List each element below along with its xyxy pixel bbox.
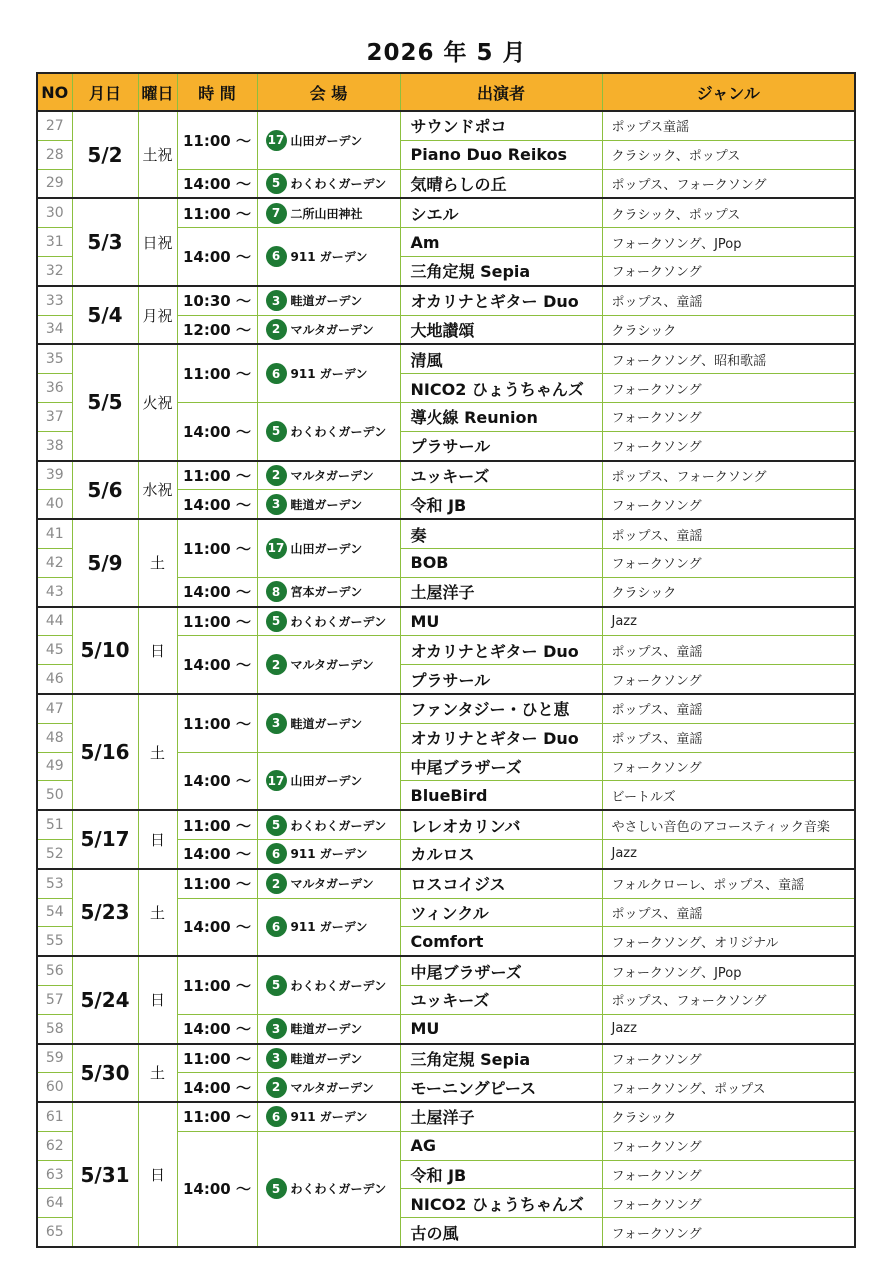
venue-number-icon: 8 <box>266 581 287 602</box>
venue-cell <box>257 1073 400 1102</box>
time-cell: 14:00 〜 <box>177 402 257 460</box>
performer-cell: NICO2 ひょうちゃんズ <box>400 1189 602 1218</box>
row-number: 29 <box>37 169 72 198</box>
venue-name: 畦道ガーデン <box>290 716 363 731</box>
performer-cell: MU <box>400 607 602 636</box>
venue-number-icon: 3 <box>266 290 287 311</box>
genre-cell: フォークソング <box>602 256 855 285</box>
venue-number-icon: 17 <box>266 130 287 151</box>
performer-cell: モーニングピース <box>400 1073 602 1102</box>
performer-cell: 導火線 Reunion <box>400 402 602 431</box>
venue-cell <box>257 286 400 315</box>
performer-cell: 大地讃頌 <box>400 315 602 344</box>
venue-name: わくわくガーデン <box>290 176 387 191</box>
venue-number-icon: 5 <box>266 815 287 836</box>
date-cell: 5/24 <box>72 956 138 1043</box>
row-number: 42 <box>37 548 72 577</box>
venue-number-icon: 3 <box>266 1048 287 1069</box>
venue-cell <box>257 898 400 956</box>
genre-cell: フォークソング、JPop <box>602 228 855 257</box>
time-cell: 12:00 〜 <box>177 315 257 344</box>
time-cell: 11:00 〜 <box>177 111 257 169</box>
venue-name: マルタガーデン <box>290 1080 374 1095</box>
row-number: 40 <box>37 490 72 519</box>
genre-cell: フォークソング <box>602 1160 855 1189</box>
genre-cell: ポップス、童謡 <box>602 636 855 665</box>
venue-cell <box>257 315 400 344</box>
performer-cell: オカリナとギター Duo <box>400 723 602 752</box>
genre-cell: フォークソング <box>602 1218 855 1247</box>
performer-cell: 中尾ブラザーズ <box>400 956 602 985</box>
genre-cell: フォークソング <box>602 1131 855 1160</box>
performer-cell: 中尾ブラザーズ <box>400 752 602 781</box>
row-number: 41 <box>37 519 72 548</box>
table-row <box>37 810 855 839</box>
header-performer: 出演者 <box>400 73 602 111</box>
venue-number-icon: 3 <box>266 713 287 734</box>
performer-cell: 土屋洋子 <box>400 577 602 606</box>
row-number: 35 <box>37 344 72 373</box>
table-row <box>37 111 855 140</box>
time-cell: 14:00 〜 <box>177 577 257 606</box>
weekday-cell: 日祝 <box>138 198 177 285</box>
row-number: 53 <box>37 869 72 898</box>
table-row <box>37 461 855 490</box>
venue-cell <box>257 461 400 490</box>
table-row <box>37 956 855 985</box>
genre-cell: ポップス、童謡 <box>602 694 855 723</box>
genre-cell: フォルクローレ、ポップス、童謡 <box>602 869 855 898</box>
row-number: 37 <box>37 402 72 431</box>
weekday-cell: 土祝 <box>138 111 177 198</box>
row-number: 46 <box>37 665 72 694</box>
venue-cell <box>257 956 400 1014</box>
time-cell: 14:00 〜 <box>177 636 257 694</box>
weekday-cell: 土 <box>138 1044 177 1103</box>
row-number: 62 <box>37 1131 72 1160</box>
venue-number-icon: 2 <box>266 465 287 486</box>
venue-name: 畦道ガーデン <box>290 497 363 512</box>
time-cell: 11:00 〜 <box>177 1044 257 1073</box>
row-number: 44 <box>37 607 72 636</box>
row-number: 55 <box>37 927 72 956</box>
genre-cell: ポップス、童謡 <box>602 519 855 548</box>
genre-cell: フォークソング <box>602 548 855 577</box>
genre-cell: フォークソング <box>602 1044 855 1073</box>
venue-number-icon: 3 <box>266 1018 287 1039</box>
genre-cell: フォークソング、ポップス <box>602 1073 855 1102</box>
venue-cell <box>257 1044 400 1073</box>
date-cell: 5/3 <box>72 198 138 285</box>
performer-cell: サウンドポコ <box>400 111 602 140</box>
table-row <box>37 286 855 315</box>
venue-cell <box>257 752 400 810</box>
venue-cell <box>257 636 400 694</box>
venue-name: 911 ガーデン <box>290 1110 368 1125</box>
performer-cell: レレオカリンバ <box>400 810 602 839</box>
weekday-cell: 日 <box>138 1102 177 1247</box>
header-row <box>37 73 855 111</box>
weekday-cell: 土 <box>138 519 177 606</box>
schedule-table <box>36 72 856 1248</box>
date-cell: 5/9 <box>72 519 138 606</box>
venue-name: 畦道ガーデン <box>290 1022 363 1037</box>
venue-cell <box>257 111 400 169</box>
weekday-cell: 日 <box>138 607 177 694</box>
performer-cell: ロスコイジス <box>400 869 602 898</box>
table-row <box>37 198 855 227</box>
genre-cell: フォークソング <box>602 1189 855 1218</box>
header-genre: ジャンル <box>602 73 855 111</box>
schedule-body <box>37 111 855 1247</box>
genre-cell: クラシック、ポップス <box>602 198 855 227</box>
row-number: 61 <box>37 1102 72 1131</box>
genre-cell: フォークソング <box>602 431 855 460</box>
venue-number-icon: 17 <box>266 538 287 559</box>
time-cell: 14:00 〜 <box>177 228 257 286</box>
venue-number-icon: 2 <box>266 319 287 340</box>
performer-cell: ツィンクル <box>400 898 602 927</box>
time-cell: 14:00 〜 <box>177 1131 257 1247</box>
genre-cell: ポップス、フォークソング <box>602 461 855 490</box>
row-number: 38 <box>37 431 72 460</box>
venue-number-icon: 6 <box>266 916 287 937</box>
venue-name: 911 ガーデン <box>290 367 368 382</box>
genre-cell: フォークソング、昭和歌謡 <box>602 344 855 373</box>
time-cell: 14:00 〜 <box>177 169 257 198</box>
row-number: 58 <box>37 1014 72 1043</box>
date-cell: 5/2 <box>72 111 138 198</box>
row-number: 56 <box>37 956 72 985</box>
performer-cell: オカリナとギター Duo <box>400 286 602 315</box>
weekday-cell: 水祝 <box>138 461 177 520</box>
row-number: 57 <box>37 985 72 1014</box>
header-venue: 会 場 <box>257 73 400 111</box>
row-number: 54 <box>37 898 72 927</box>
time-cell: 11:00 〜 <box>177 810 257 839</box>
performer-cell: ファンタジー・ひと恵 <box>400 694 602 723</box>
date-cell: 5/30 <box>72 1044 138 1103</box>
time-cell: 11:00 〜 <box>177 344 257 402</box>
time-cell: 11:00 〜 <box>177 607 257 636</box>
performer-cell: プラサール <box>400 431 602 460</box>
time-cell: 14:00 〜 <box>177 1014 257 1043</box>
weekday-cell: 月祝 <box>138 286 177 345</box>
row-number: 43 <box>37 577 72 606</box>
venue-number-icon: 3 <box>266 494 287 515</box>
genre-cell: フォークソング <box>602 374 855 403</box>
row-number: 48 <box>37 723 72 752</box>
genre-cell: クラシック <box>602 577 855 606</box>
performer-cell: NICO2 ひょうちゃんズ <box>400 374 602 403</box>
performer-cell: 三角定規 Sepia <box>400 1044 602 1073</box>
time-cell: 11:00 〜 <box>177 956 257 1014</box>
genre-cell: ポップス、童謡 <box>602 723 855 752</box>
date-cell: 5/5 <box>72 344 138 460</box>
performer-cell: ユッキーズ <box>400 461 602 490</box>
weekday-cell: 日 <box>138 810 177 869</box>
date-cell: 5/6 <box>72 461 138 520</box>
venue-name: 宮本ガーデン <box>290 585 363 600</box>
venue-cell <box>257 344 400 402</box>
table-row <box>37 607 855 636</box>
venue-name: マルタガーデン <box>290 658 374 673</box>
venue-name: わくわくガーデン <box>290 1182 387 1197</box>
row-number: 47 <box>37 694 72 723</box>
row-number: 60 <box>37 1073 72 1102</box>
performer-cell: 三角定規 Sepia <box>400 256 602 285</box>
genre-cell: フォークソング <box>602 402 855 431</box>
row-number: 32 <box>37 256 72 285</box>
time-cell: 11:00 〜 <box>177 869 257 898</box>
genre-cell: ポップス童謡 <box>602 111 855 140</box>
venue-name: マルタガーデン <box>290 468 374 483</box>
venue-cell <box>257 402 400 460</box>
row-number: 64 <box>37 1189 72 1218</box>
weekday-cell: 火祝 <box>138 344 177 460</box>
venue-name: 二所山田神社 <box>290 206 363 221</box>
genre-cell: クラシック、ポップス <box>602 140 855 169</box>
venue-number-icon: 5 <box>266 421 287 442</box>
venue-number-icon: 5 <box>266 173 287 194</box>
row-number: 27 <box>37 111 72 140</box>
performer-cell: MU <box>400 1014 602 1043</box>
row-number: 36 <box>37 374 72 403</box>
weekday-cell: 日 <box>138 956 177 1043</box>
venue-number-icon: 6 <box>266 363 287 384</box>
venue-cell <box>257 839 400 868</box>
venue-cell <box>257 577 400 606</box>
venue-cell <box>257 869 400 898</box>
venue-number-icon: 6 <box>266 246 287 267</box>
time-cell: 14:00 〜 <box>177 1073 257 1102</box>
table-row <box>37 694 855 723</box>
header-no: NO <box>37 73 72 111</box>
time-cell: 11:00 〜 <box>177 1102 257 1131</box>
venue-name: わくわくガーデン <box>290 978 387 993</box>
header-weekday: 曜日 <box>138 73 177 111</box>
venue-number-icon: 5 <box>266 611 287 632</box>
performer-cell: 奏 <box>400 519 602 548</box>
page-title: 2026 年 5 月 <box>366 40 527 66</box>
header-time: 時 間 <box>177 73 257 111</box>
genre-cell: クラシック <box>602 1102 855 1131</box>
venue-cell <box>257 198 400 227</box>
venue-cell <box>257 810 400 839</box>
performer-cell: シエル <box>400 198 602 227</box>
venue-cell <box>257 1102 400 1131</box>
genre-cell: フォークソング、JPop <box>602 956 855 985</box>
time-cell: 11:00 〜 <box>177 694 257 752</box>
venue-cell <box>257 490 400 519</box>
row-number: 59 <box>37 1044 72 1073</box>
time-cell: 11:00 〜 <box>177 198 257 227</box>
venue-name: 山田ガーデン <box>290 774 363 789</box>
performer-cell: Comfort <box>400 927 602 956</box>
row-number: 63 <box>37 1160 72 1189</box>
row-number: 28 <box>37 140 72 169</box>
venue-name: 畦道ガーデン <box>290 1051 363 1066</box>
row-number: 39 <box>37 461 72 490</box>
performer-cell: BlueBird <box>400 781 602 810</box>
date-cell: 5/23 <box>72 869 138 956</box>
time-cell: 14:00 〜 <box>177 752 257 810</box>
genre-cell: ポップス、童謡 <box>602 286 855 315</box>
row-number: 34 <box>37 315 72 344</box>
table-row <box>37 519 855 548</box>
genre-cell: フォークソング <box>602 490 855 519</box>
date-cell: 5/10 <box>72 607 138 694</box>
venue-number-icon: 2 <box>266 873 287 894</box>
row-number: 49 <box>37 752 72 781</box>
venue-cell <box>257 607 400 636</box>
performer-cell: カルロス <box>400 839 602 868</box>
venue-name: わくわくガーデン <box>290 614 387 629</box>
date-cell: 5/17 <box>72 810 138 869</box>
time-cell: 14:00 〜 <box>177 839 257 868</box>
genre-cell: ビートルズ <box>602 781 855 810</box>
venue-name: 911 ガーデン <box>290 847 368 862</box>
row-number: 45 <box>37 636 72 665</box>
genre-cell: Jazz <box>602 1014 855 1043</box>
performer-cell: Piano Duo Reikos <box>400 140 602 169</box>
performer-cell: Am <box>400 228 602 257</box>
row-number: 33 <box>37 286 72 315</box>
row-number: 31 <box>37 228 72 257</box>
venue-number-icon: 5 <box>266 975 287 996</box>
time-cell: 14:00 〜 <box>177 898 257 956</box>
genre-cell: ポップス、フォークソング <box>602 169 855 198</box>
genre-cell: フォークソング、オリジナル <box>602 927 855 956</box>
performer-cell: 令和 JB <box>400 1160 602 1189</box>
venue-number-icon: 6 <box>266 843 287 864</box>
genre-cell: Jazz <box>602 607 855 636</box>
time-cell: 14:00 〜 <box>177 490 257 519</box>
venue-name: 畦道ガーデン <box>290 294 363 309</box>
performer-cell: 気晴らしの丘 <box>400 169 602 198</box>
genre-cell: Jazz <box>602 839 855 868</box>
row-number: 30 <box>37 198 72 227</box>
table-row <box>37 1044 855 1073</box>
venue-number-icon: 5 <box>266 1178 287 1199</box>
row-number: 52 <box>37 839 72 868</box>
date-cell: 5/16 <box>72 694 138 810</box>
row-number: 50 <box>37 781 72 810</box>
date-cell: 5/4 <box>72 286 138 345</box>
venue-cell <box>257 228 400 286</box>
venue-number-icon: 6 <box>266 1106 287 1127</box>
genre-cell: フォークソング <box>602 665 855 694</box>
performer-cell: ユッキーズ <box>400 985 602 1014</box>
genre-cell: ポップス、童謡 <box>602 898 855 927</box>
table-row <box>37 344 855 373</box>
performer-cell: プラサール <box>400 665 602 694</box>
performer-cell: 令和 JB <box>400 490 602 519</box>
venue-number-icon: 17 <box>266 770 287 791</box>
venue-name: わくわくガーデン <box>290 424 387 439</box>
genre-cell: フォークソング <box>602 752 855 781</box>
venue-cell <box>257 519 400 577</box>
performer-cell: 土屋洋子 <box>400 1102 602 1131</box>
table-row <box>37 869 855 898</box>
performer-cell: BOB <box>400 548 602 577</box>
venue-cell <box>257 1014 400 1043</box>
venue-number-icon: 2 <box>266 1077 287 1098</box>
venue-number-icon: 7 <box>266 203 287 224</box>
table-row <box>37 1102 855 1131</box>
venue-number-icon: 2 <box>266 654 287 675</box>
time-cell: 11:00 〜 <box>177 461 257 490</box>
venue-name: 911 ガーデン <box>290 249 368 264</box>
header-date: 月日 <box>72 73 138 111</box>
venue-cell <box>257 694 400 752</box>
weekday-cell: 土 <box>138 694 177 810</box>
row-number: 65 <box>37 1218 72 1247</box>
performer-cell: オカリナとギター Duo <box>400 636 602 665</box>
venue-name: マルタガーデン <box>290 322 374 337</box>
date-cell: 5/31 <box>72 1102 138 1247</box>
weekday-cell: 土 <box>138 869 177 956</box>
time-cell: 10:30 〜 <box>177 286 257 315</box>
venue-name: 山田ガーデン <box>290 541 363 556</box>
venue-name: マルタガーデン <box>290 877 374 892</box>
row-number: 51 <box>37 810 72 839</box>
venue-name: わくわくガーデン <box>290 818 387 833</box>
genre-cell: クラシック <box>602 315 855 344</box>
genre-cell: ポップス、フォークソング <box>602 985 855 1014</box>
time-cell: 11:00 〜 <box>177 519 257 577</box>
venue-cell <box>257 1131 400 1247</box>
venue-name: 911 ガーデン <box>290 920 368 935</box>
performer-cell: 古の風 <box>400 1218 602 1247</box>
performer-cell: AG <box>400 1131 602 1160</box>
genre-cell: やさしい音色のアコースティック音楽 <box>602 810 855 839</box>
performer-cell: 清風 <box>400 344 602 373</box>
venue-name: 山田ガーデン <box>290 133 363 148</box>
venue-cell <box>257 169 400 198</box>
